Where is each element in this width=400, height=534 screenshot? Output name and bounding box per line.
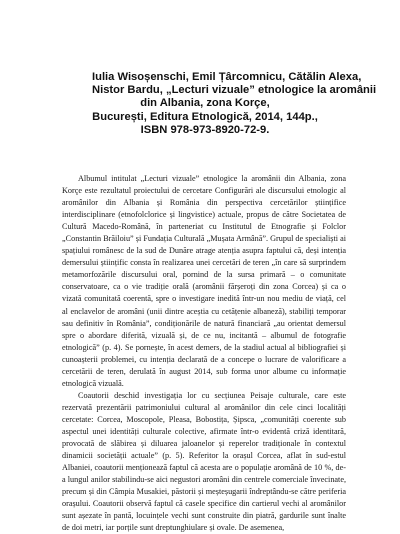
citation-authors-line: Iulia Wisoșenschi, Emil Țârcomnicu, Cătălin Alexa, <box>92 71 362 83</box>
review-body <box>62 173 346 534</box>
citation-title-line: Nistor Bardu, „Lecturi vizuale” etnologice la aromânii <box>92 84 377 97</box>
citation-title-line-continued: din Albania, zona Korçe, <box>140 97 270 110</box>
citation-isbn-line: ISBN 978-973-8920-72-9. <box>140 123 270 136</box>
review-paragraph-2: Coautorii deschid investigația lor cu secțiunea Peisaje culturale, care este rezervată prezentării patrimoniului cultural al aromânilor din cele cinci localități cercetate: Corcea, Moscopole, Pleasa, Bobostița, Șipsca, „comunități coerente sub aspectul unei identități culturale colective, afirmate într-o evidentă criză identitară, provocată de slăbirea și diluarea jaloanelor și reperelor tradiționale în contextul dinamicii societății actuale” (p. 5). Referitor la orașul Corcea, aflat în sud-estul Albaniei, coautorii menționează faptul că acesta are o populație aromână de 10 %, de-a lungul anilor stabilindu-se aici negustori aromâni din centrele comerciale învecinate, precum și din Câmpia Musakiei, păstorii și meșteșugarii îndreptându-se către periferia orașului. Coautorii observă faptul că casele specifice din cartierul vechi al aromânilor sunt așezate în pantă, locuințele vechi sunt construite din piatră, gardurile sunt înalte de doi metri, iar porțile sunt dreptunghiulare și ovale. De asemenea, <box>62 390 346 533</box>
citation-publisher-line: București, Editura Etnologică, 2014, 144p., <box>92 110 318 123</box>
book-citation-header <box>92 71 377 137</box>
review-paragraph-1: Albumul intitulat „Lecturi vizuale” etnologice la aromânii din Albania, zona Korçe este rezultatul proiectului de cercetare Configurări ale discursului etnologic al aromânilor din Albania și România din perspectiva cercetărilor științifice interdisciplinare (etnofolclorice și lingvistice) actuale, propus de către Societatea de Cultură Macedo-Română, în parteneriat cu Institutul de Etnografie și Folclor „Constantin Brăiloiu” și Fundația Culturală „Mușata Armână”. Grupul de specialiști ai spațiului românesc de la sud de Dunăre atrage atenția asupra faptului că, deși intenția demersului științific consta în realizarea unei cercetări de teren „în care să surprindem metamorfozările discursului oral, pornind de la sursa primară – o comunitate conservatoare, ca o vie tradiție orală (aromânii fărșeroți din zona Corcea) și ca o vizată comunitată coerentă, spre o investigare inedită într-un nou mediu de viață, cel al enclavelor de aromâni (unii dintre aceștia cu cetățenie albaneză), stabiliți temporar sau definitiv în România”, condiționările de natură financiară „au orientat demersul spre o abordare diferită, vizuală și, de ce nu, incitantă – albumul de fotografie etnologică” (p. 4). Se pornește, în acest demers, de la stadiul actual al bibliografiei și cunoașterii problemei, cu intenția declarată de a concepe o lucrare de valorificare a cercetării de teren, derulată în august 2014, sub forma unor albume cu informație etnologică vizuală. <box>62 174 346 388</box>
